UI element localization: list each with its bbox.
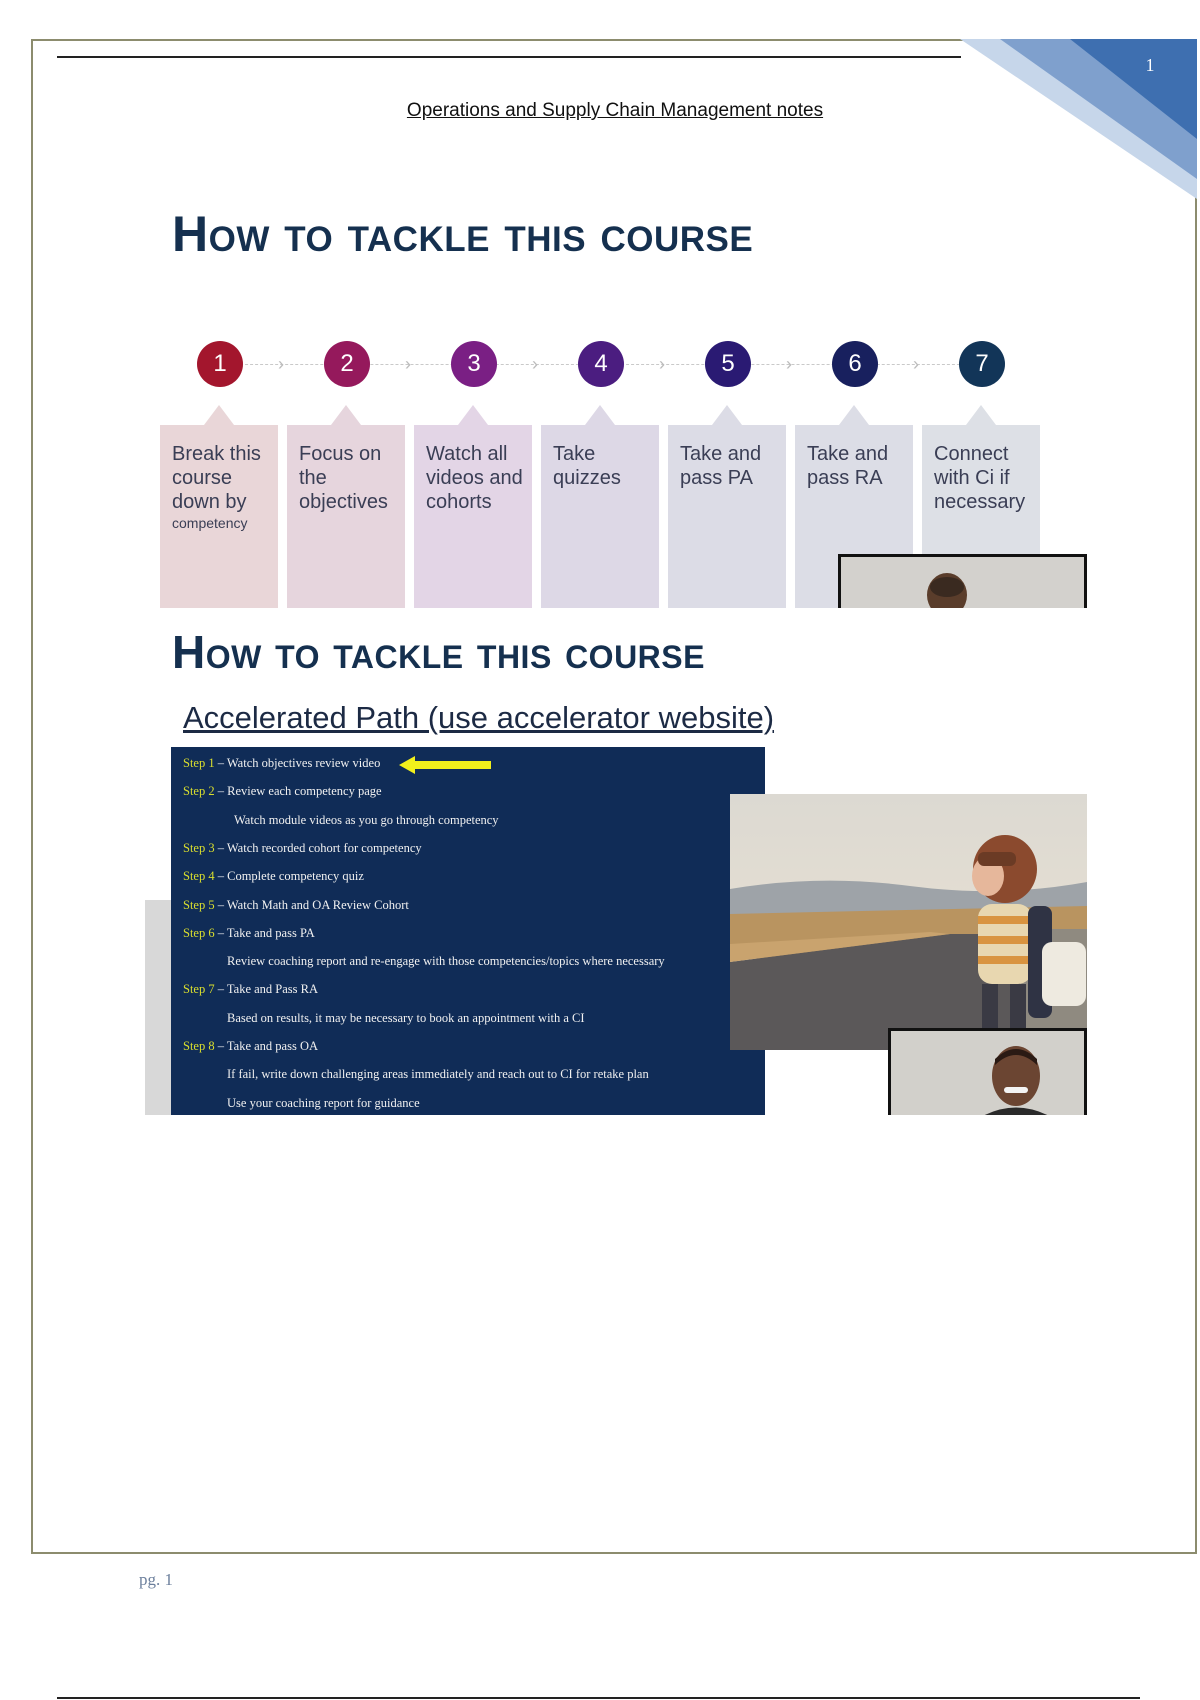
slide-step-label: Step 8 [183, 1039, 215, 1053]
step-card-text: Focus on the objectives [299, 443, 388, 513]
chevron-right-icon: › [532, 354, 538, 374]
slide-step-line [183, 841, 422, 856]
slide-step-text: – Review each competency page [214, 784, 382, 799]
section2-subheading: Accelerated Path (use accelerator website) [183, 700, 775, 735]
chevron-right-icon: › [278, 354, 284, 374]
slide-step-text: – Take and pass OA [214, 1039, 318, 1053]
step-card-4 [541, 425, 659, 608]
footer-rule [57, 1697, 1140, 1699]
slide-sub-line [227, 1096, 420, 1111]
chevron-right-icon: › [659, 354, 665, 374]
footer-page-number: pg. 1 [139, 1570, 173, 1589]
section2-heading: How to tackle this course [172, 626, 705, 678]
slide-step-line [183, 1039, 318, 1054]
slide-step-text: – Watch objectives review video [214, 756, 381, 770]
corner-page-number: 1 [1145, 55, 1155, 75]
slide-step-text: – Take and pass PA [214, 925, 315, 940]
step-number-7: 7 [959, 341, 1005, 387]
step-number-3: 3 [451, 341, 497, 387]
step-number-6: 6 [832, 341, 878, 387]
slide-step-line [183, 982, 318, 997]
slide-sub-line [227, 1067, 649, 1082]
step-card-text: Take and pass PA [680, 443, 762, 489]
step-card-text: Take and pass RA [807, 443, 889, 489]
step-card-5 [668, 425, 786, 608]
step-card-text: Watch all videos and cohorts [426, 443, 523, 513]
slide-step-line [183, 756, 380, 771]
step-card-3 [414, 425, 532, 608]
step-number-2: 2 [324, 341, 370, 387]
slide-sub-line [234, 813, 499, 828]
step-card-subtext: competency [172, 515, 248, 531]
slide-step-label: Step 4 [183, 869, 215, 884]
slide-sub-line [227, 954, 665, 969]
slide-step-text: Based on results, it may be necessary to book an appointment with a CI [227, 1010, 585, 1025]
section1-heading: How to tackle this course [172, 206, 754, 262]
header-rule [57, 56, 961, 58]
slide-step-label: Step 2 [183, 784, 215, 799]
slide-step-text: Watch module videos as you go through competency [234, 812, 499, 827]
slide-step-text: Use your coaching report for guidance [227, 1095, 420, 1110]
step-card-text: Connect with Ci if necessary [934, 443, 1026, 513]
chevron-right-icon: › [913, 354, 919, 374]
running-title: Operations and Supply Chain Management notes [406, 100, 824, 121]
step-card-text: Take quizzes [553, 443, 621, 489]
slide-step-line [183, 926, 315, 941]
chevron-right-icon: › [786, 354, 792, 374]
presenter-thumbnail-top [838, 554, 1087, 608]
slide-step-label: Step 5 [183, 897, 215, 912]
steps-slide [171, 747, 765, 1115]
slide-step-label: Step 1 [183, 756, 215, 770]
step-card-text: Break this course down by [172, 443, 261, 513]
slide-step-line [183, 784, 382, 799]
slide-step-text: – Watch Math and OA Review Cohort [214, 897, 409, 912]
slide-step-label: Step 6 [183, 925, 215, 940]
slide-sub-line [227, 1011, 585, 1026]
slide-step-text: Review coaching report and re-engage with those competencies/topics where necessary [227, 954, 665, 969]
slide-step-text: – Take and Pass RA [214, 982, 319, 997]
step-number-1: 1 [197, 341, 243, 387]
presenter-thumbnail-bottom [888, 1028, 1087, 1115]
slide-step-label: Step 3 [183, 840, 215, 855]
step-number-4: 4 [578, 341, 624, 387]
slide-step-line [183, 869, 364, 884]
jetpack-kid-photo [730, 794, 1087, 1050]
slide-step-line [183, 898, 409, 913]
step-card-1 [160, 425, 278, 608]
step-card-2 [287, 425, 405, 608]
step-number-5: 5 [705, 341, 751, 387]
slide-step-label: Step 7 [183, 982, 215, 997]
chevron-right-icon: › [405, 354, 411, 374]
slide-step-text: – Complete competency quiz [214, 869, 364, 884]
slide-step-text: – Watch recorded cohort for competency [214, 840, 422, 855]
arrow-left-icon [399, 756, 491, 774]
slide-step-text: If fail, write down challenging areas immediately and reach out to CI for retake plan [227, 1067, 649, 1082]
